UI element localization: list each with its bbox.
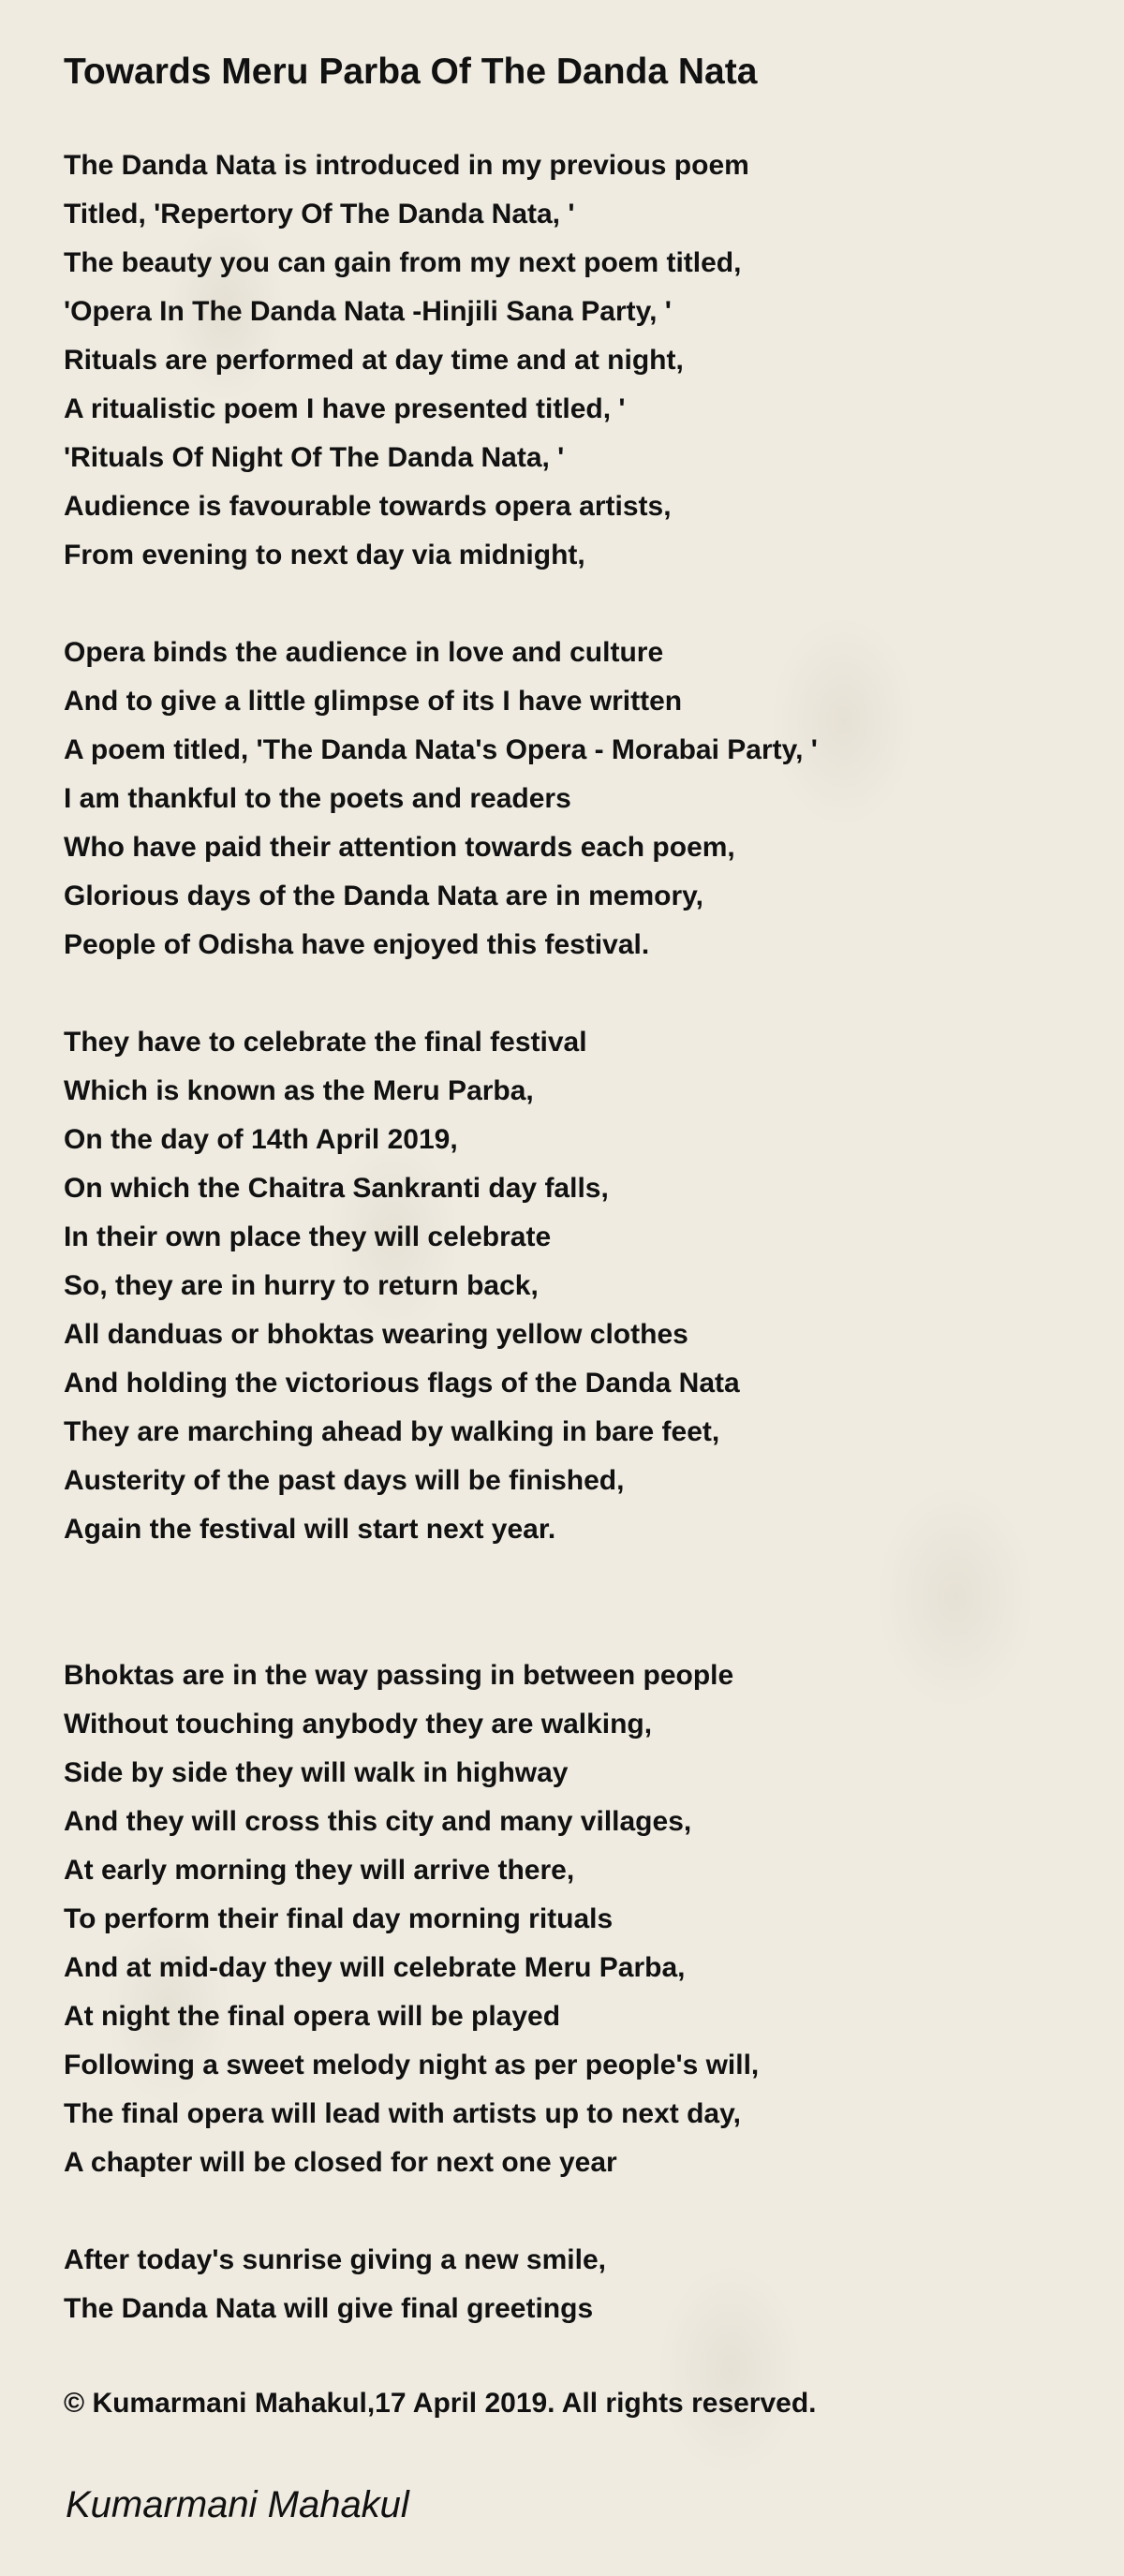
stanza-break [64,580,818,629]
poem-line: Titled, 'Repertory Of The Danda Nata, ' [64,199,575,229]
poem-body [64,141,818,2333]
poem-line: The Danda Nata will give final greetings [64,2293,594,2324]
poem-line: The Danda Nata is introduced in my previous poem [64,150,749,181]
poem-line: People of Odisha have enjoyed this festival. [64,929,650,960]
poem-line: At night the final opera will be played [64,2001,561,2032]
poem-line: Side by side they will walk in highway [64,1757,569,1788]
poem-line: 'Rituals Of Night Of The Danda Nata, ' [64,442,565,473]
poem-line: From evening to next day via midnight, [64,540,585,570]
poem-line: They are marching ahead by walking in bare feet, [64,1416,720,1447]
stanza-break [64,1554,818,1603]
poem-line: On the day of 14th April 2019, [64,1124,458,1155]
poem-line: And holding the victorious flags of the Danda Nata [64,1368,740,1399]
poem-line: A ritualistic poem I have presented titled, ' [64,393,626,424]
poem-line: Without touching anybody they are walking, [64,1709,653,1740]
poem-line: All danduas or bhoktas wearing yellow clothes [64,1319,688,1350]
poem-line: I am thankful to the poets and readers [64,783,571,814]
poem-line: The beauty you can gain from my next poem titled, [64,247,742,278]
poem-line: And they will cross this city and many villages, [64,1806,692,1837]
author-signature: Kumarmani Mahakul [66,2484,409,2525]
poem-line: 'Opera In The Danda Nata -Hinjili Sana Party, ' [64,296,672,327]
poem-line: Following a sweet melody night as per people's will, [64,2050,760,2080]
poem-line: A chapter will be closed for next one year [64,2147,617,2178]
poem-line: Who have paid their attention towards each poem, [64,832,735,863]
stanza-break [64,2187,818,2236]
poem-line: They have to celebrate the final festival [64,1027,587,1058]
poem-line: At early morning they will arrive there, [64,1855,575,1886]
poem-line: To perform their final day morning rituals [64,1903,614,1934]
poem-line: And at mid-day they will celebrate Meru Parba, [64,1952,686,1983]
poem-line: Rituals are performed at day time and at night, [64,345,684,376]
poem-line: Bhoktas are in the way passing in between people [64,1660,734,1691]
poem-line: On which the Chaitra Sankranti day falls, [64,1173,609,1204]
poem-title: Towards Meru Parba Of The Danda Nata [64,52,758,92]
poem-line: Audience is favourable towards opera artists, [64,491,672,522]
poem-line: Opera binds the audience in love and culture [64,637,664,668]
poem-line: In their own place they will celebrate [64,1221,552,1252]
poem-line: Austerity of the past days will be finished, [64,1465,625,1496]
poem-line: And to give a little glimpse of its I have written [64,686,683,717]
poem-line: Which is known as the Meru Parba, [64,1075,534,1106]
stanza-break [64,1603,818,1651]
poem-line: After today's sunrise giving a new smile, [64,2244,606,2275]
poem-line: Again the festival will start next year. [64,1514,556,1545]
stanza-break [64,970,818,1018]
poem-line: The final opera will lead with artists up to next day, [64,2098,741,2129]
poem-line: A poem titled, 'The Danda Nata's Opera - Morabai Party, ' [64,734,818,765]
copyright-notice: © Kumarmani Mahakul,17 April 2019. All rights reserved. [64,2388,817,2419]
poem-line: Glorious days of the Danda Nata are in memory, [64,881,703,911]
poem-line: So, they are in hurry to return back, [64,1270,539,1301]
